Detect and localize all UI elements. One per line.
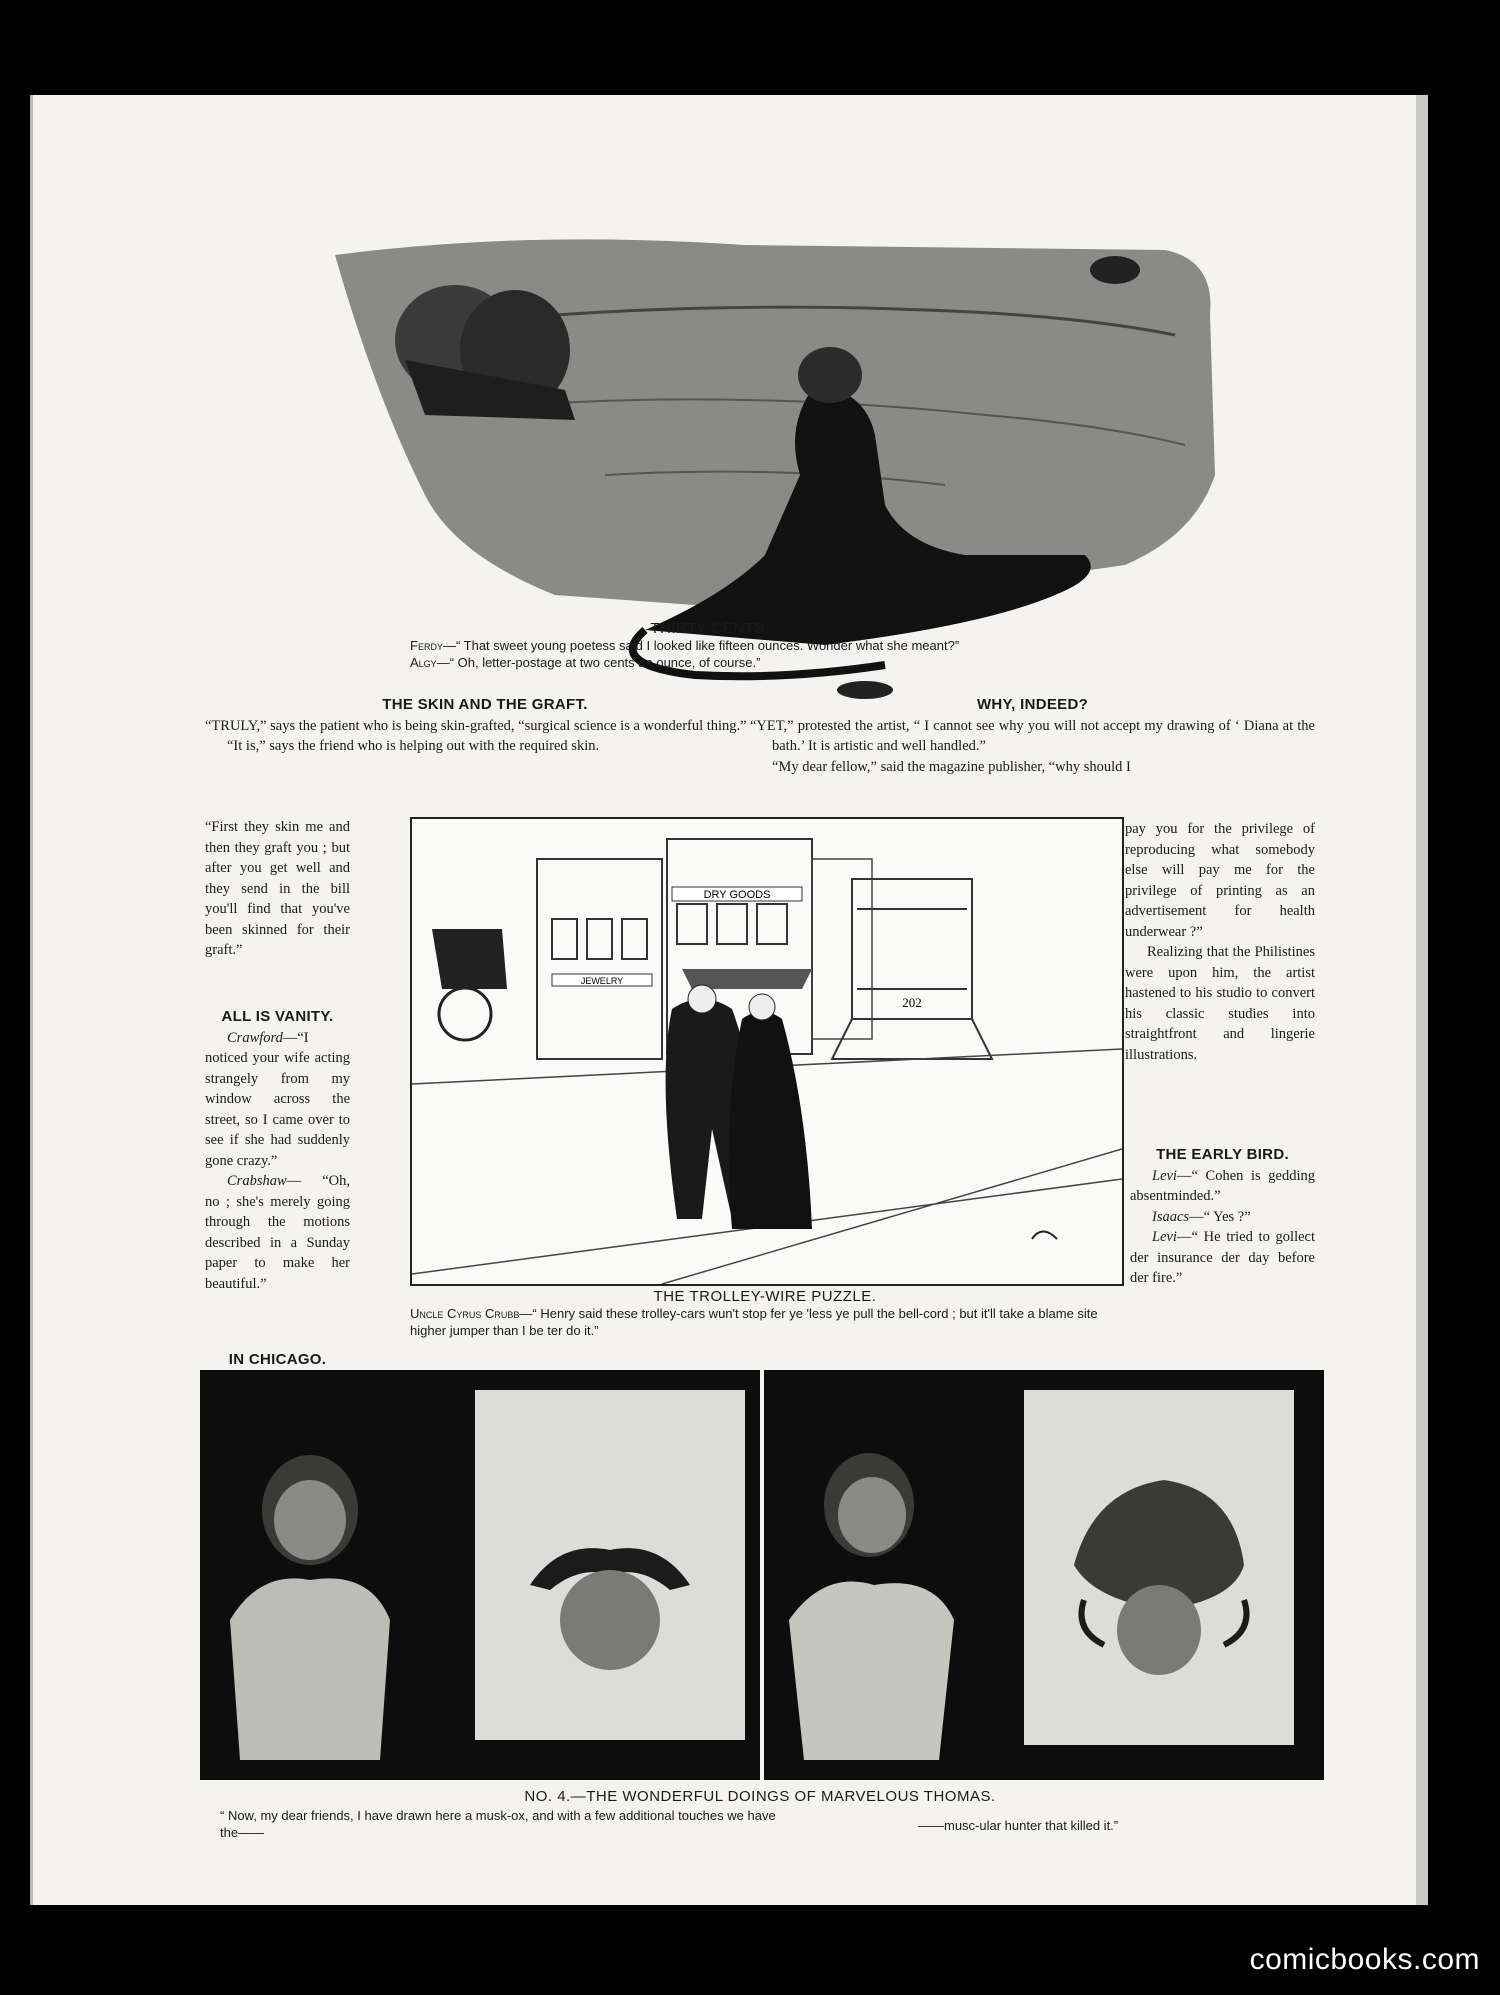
levi1-text: —“ Cohen is gedding absentminded.” <box>1130 1167 1315 1204</box>
skin-graft-p3: “First they skin me and then they graft you ; but after you get well and they send in the bill you'll find that you've been skinned for their graft.” <box>205 819 350 958</box>
algy-speaker: Algy <box>410 655 437 670</box>
crabshaw-speaker: Crabshaw <box>227 1173 287 1189</box>
ferdy-text: —“ That sweet young poetess said I looked like fifteen ounces. Wonder what she meant?” <box>442 638 960 653</box>
early-bird-levi1 <box>1130 1166 1315 1207</box>
ferdy-speaker: Ferdy <box>410 638 443 653</box>
magazine-page <box>30 95 1416 1905</box>
ferdy-line <box>410 637 1010 654</box>
uncle-cyrus-line <box>410 1305 1120 1339</box>
early-bird-isaacs <box>1130 1207 1315 1228</box>
thomas-photo-right <box>760 1370 1324 1780</box>
binding-line <box>30 95 33 1905</box>
early-bird-heading: THE EARLY BIRD. <box>1156 1146 1289 1163</box>
thomas-photo-left <box>200 1370 760 1780</box>
trolley-caption <box>410 1288 1120 1339</box>
skin-graft-article <box>205 695 765 757</box>
thomas-right-caption: ——musc-ular hunter that killed it.” <box>918 1818 1119 1833</box>
levi2-text: —“ He tried to gollect der insurance der day before der fire.” <box>1130 1229 1315 1286</box>
vanity-crawford <box>205 1028 350 1172</box>
thirty-cents-caption <box>410 620 1010 671</box>
thomas-drawing-left <box>200 1370 760 1780</box>
skin-graft-continued <box>205 817 350 961</box>
why-indeed-heading: WHY, INDEED? <box>976 696 1089 713</box>
algy-text: —“ Oh, letter-postage at two cents an ounce, of course.” <box>436 655 761 670</box>
algy-line <box>410 654 1010 671</box>
thomas-drawing-right <box>764 1370 1324 1780</box>
thirty-cents-title: THIRTY CENTS. <box>650 620 770 637</box>
vanity-heading: ALL IS VANITY. <box>221 1008 334 1025</box>
chicago-heading: IN CHICAGO. <box>228 1351 327 1368</box>
skin-graft-heading: THE SKIN AND THE GRAFT. <box>382 696 588 713</box>
skin-graft-p2: “It is,” says the friend who is helping out with the required skin. <box>227 738 600 754</box>
early-bird-levi2 <box>1130 1227 1315 1289</box>
levi1-speaker: Levi <box>1152 1167 1177 1184</box>
why-indeed-continued <box>1125 819 1315 1065</box>
vanity-crabshaw <box>205 1171 350 1294</box>
why-indeed-p3: Realizing that the Philistines were upon him, the artist hastened to his studio to convert his classic studies into straightfront and lingerie illustrations. <box>1125 944 1315 1063</box>
dry-goods-sign: DRY GOODS <box>703 889 771 901</box>
page-edge <box>1416 95 1428 1905</box>
trolley-title: THE TROLLEY-WIRE PUZZLE. <box>653 1288 877 1305</box>
trolley-number: 202 <box>902 995 922 1010</box>
thomas-left-caption: “ Now, my dear friends, I have drawn here a musk-ox, and with a few additional touches we have the—— <box>220 1808 776 1840</box>
watermark-text: comicbooks.com <box>1249 1943 1480 1976</box>
why-indeed-article <box>750 695 1315 777</box>
why-indeed-p2a: “My dear fellow,” said the magazine publisher, “why should I <box>772 758 1131 775</box>
crabshaw-text: — “Oh, no ; she's merely going through the motions described in a Sunday paper to make her beautiful.” <box>205 1173 350 1292</box>
crawford-speaker: Crawford <box>227 1029 283 1046</box>
uncle-cyrus-text: —“ Henry said these trolley-cars wun't stop fer ye 'less ye pull the bell-cord ; but it'll take a blame site higher jumper than I be ter do it.” <box>410 1306 1098 1338</box>
trolley-drawing <box>412 819 1122 1284</box>
why-indeed-p2b: pay you for the privilege of reproducing what somebody else will pay me for the privilege of printing as an advertisement for health underwear ?” <box>1125 821 1315 940</box>
jewelry-sign: JEWELRY <box>580 976 624 986</box>
skin-graft-p1: “TRULY,” says the patient who is being skin-grafted, “surgical science is a wonderful thing.” <box>205 717 747 734</box>
uncle-cyrus-speaker: Uncle Cyrus Crubb <box>410 1306 520 1321</box>
early-bird-article <box>1130 1145 1315 1289</box>
levi2-speaker: Levi <box>1152 1229 1177 1245</box>
thomas-title: NO. 4.—THE WONDERFUL DOINGS OF MARVELOUS THOMAS. <box>524 1788 996 1805</box>
isaacs-speaker: Isaacs <box>1152 1208 1190 1225</box>
why-indeed-p1: “YET,” protested the artist, “ I cannot see why you will not accept my drawing of ‘ Diana at the bath.’ It is artistic and well handled.” <box>750 717 1315 754</box>
isaacs-text: —“ Yes ?” <box>1189 1208 1251 1225</box>
thomas-title-caption <box>200 1788 1320 1805</box>
trolley-cartoon <box>410 817 1124 1286</box>
crawford-text: —“I noticed your wife acting strangely from my window across the street, so I came over to see if she had suddenly gone crazy.” <box>205 1029 350 1169</box>
vanity-article <box>205 1007 350 1294</box>
